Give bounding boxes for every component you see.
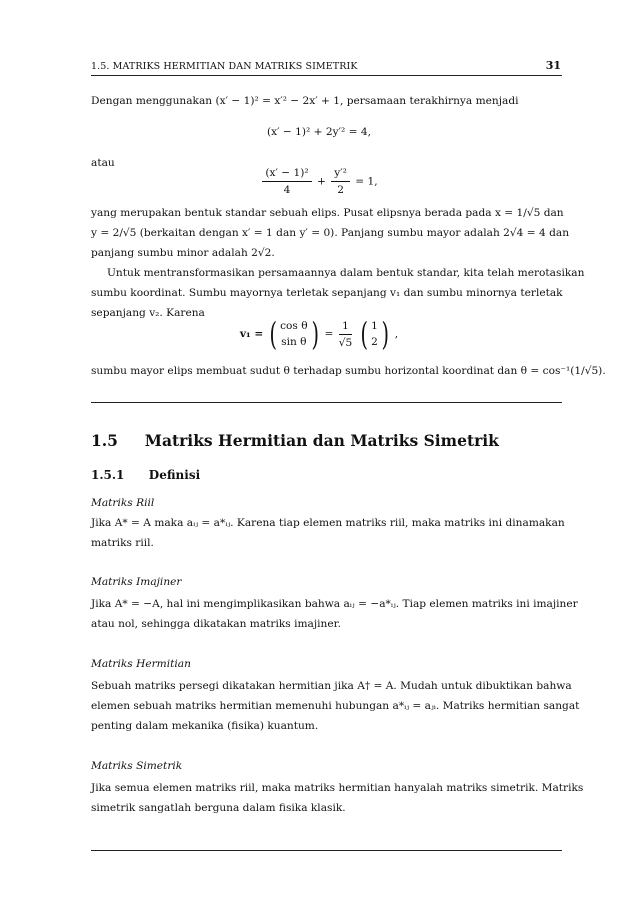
fraction-1-over-sqrt5 — [339, 319, 353, 350]
definition-heading: Matriks Hermitian — [91, 658, 191, 670]
definition-heading: Matriks Imajiner — [91, 576, 182, 588]
column-vector-1-2 — [358, 315, 392, 353]
paragraph-line: y = 2/√5 (berkaitan dengan x′ = 1 dan y′ = 0). Panjang sumbu mayor adalah 2√4 = 4 dan — [91, 227, 570, 239]
left-paren: ( — [360, 315, 368, 353]
fraction-term-2 — [331, 166, 350, 197]
equals-sign: = — [324, 328, 334, 340]
plus-sign: + — [316, 175, 326, 188]
definition-line: matriks riil. — [91, 537, 154, 549]
matrix-entry: 1 — [371, 320, 378, 332]
matrix-column — [370, 318, 379, 350]
paragraph-line: panjang sumbu minor adalah 2√2. — [91, 247, 275, 259]
paragraph-line: sepanjang v₂. Karena — [91, 307, 205, 319]
fraction-numerator: y′² — [331, 166, 350, 182]
section-heading — [91, 431, 499, 450]
definition-heading: Matriks Riil — [91, 497, 155, 509]
intro-line: Dengan menggunakan (x′ − 1)² = x′² − 2x′ + 1, persamaan terakhirnya menjadi — [91, 95, 519, 107]
subsection-number: 1.5.1 — [91, 468, 125, 482]
right-paren: ) — [311, 315, 319, 353]
fraction-denominator: 4 — [283, 184, 291, 196]
matrix-entry: sin θ — [281, 336, 307, 348]
definition-line: Sebuah matriks persegi dikatakan hermitian jika A† = A. Mudah untuk dibuktikan bahwa — [91, 680, 572, 692]
fraction-denominator: 2 — [337, 184, 344, 196]
definition-line: simetrik sangatlah berguna dalam fisika klasik. — [91, 802, 346, 814]
paragraph-line: yang merupakan bentuk standar sebuah elips. Pusat elipsnya berada pada x = 1/√5 dan — [91, 207, 564, 219]
paragraph-line: sumbu mayor elips membuat sudut θ terhadap sumbu horizontal koordinat dan θ = cos⁻¹(1/√5). — [91, 365, 606, 377]
equation-1: (x′ − 1)² + 2y′² = 4, — [267, 126, 371, 138]
section-title: Matriks Hermitian dan Matriks Simetrik — [144, 431, 499, 450]
definition-line: Jika semua elemen matriks riil, maka matriks hermitian hanyalah matriks simetrik. Matriks — [91, 782, 584, 794]
subsection-heading — [91, 468, 200, 482]
equation-3 — [0, 315, 638, 353]
definition-line: Jika A* = A maka aᵢⱼ = a*ᵢⱼ. Karena tiap elemen matriks riil, maka matriks ini dinamakan — [91, 517, 565, 529]
left-paren: ( — [269, 315, 277, 353]
definition-heading: Matriks Simetrik — [91, 760, 183, 772]
running-header-title: 1.5. MATRIKS HERMITIAN DAN MATRIKS SIMETRIK — [91, 61, 358, 72]
equation-2 — [0, 166, 638, 197]
column-vector-cos-sin — [267, 315, 321, 353]
vector-v1-label: v₁ = — [239, 328, 264, 340]
fraction-term-1 — [262, 166, 311, 197]
page-number: 31 — [545, 59, 561, 72]
matrix-column — [279, 318, 309, 350]
fraction-numerator: 1 — [339, 319, 352, 335]
matrix-entry: cos θ — [280, 320, 308, 332]
definition-line: elemen sebuah matriks hermitian memenuhi hubungan a*ᵢⱼ = aⱼᵢ. Matriks hermitian sangat — [91, 700, 580, 712]
comma: , — [394, 328, 399, 340]
fraction-denominator: √5 — [338, 336, 353, 349]
section-rule-bottom — [91, 850, 562, 851]
section-number: 1.5 — [91, 431, 118, 450]
word-atau: atau — [91, 157, 115, 169]
equation-rhs: = 1, — [355, 175, 378, 188]
definition-line: penting dalam mekanika (fisika) kuantum. — [91, 720, 319, 732]
section-rule-top — [91, 402, 562, 403]
fraction-numerator: (x′ − 1)² — [262, 166, 311, 182]
paragraph-line: sumbu koordinat. Sumbu mayornya terletak sepanjang v₁ dan sumbu minornya terletak — [91, 287, 563, 299]
definition-line: Jika A* = −A, hal ini mengimplikasikan bahwa aᵢⱼ = −a*ᵢⱼ. Tiap elemen matriks ini imajiner — [91, 598, 578, 610]
paragraph-line: Untuk mentransformasikan persamaannya dalam bentuk standar, kita telah merotasikan — [107, 267, 585, 279]
matrix-entry: 2 — [371, 336, 378, 348]
subsection-title: Definisi — [148, 468, 201, 482]
header-rule — [91, 75, 562, 76]
right-paren: ) — [381, 315, 389, 353]
definition-line: atau nol, sehingga dikatakan matriks imajiner. — [91, 618, 341, 630]
